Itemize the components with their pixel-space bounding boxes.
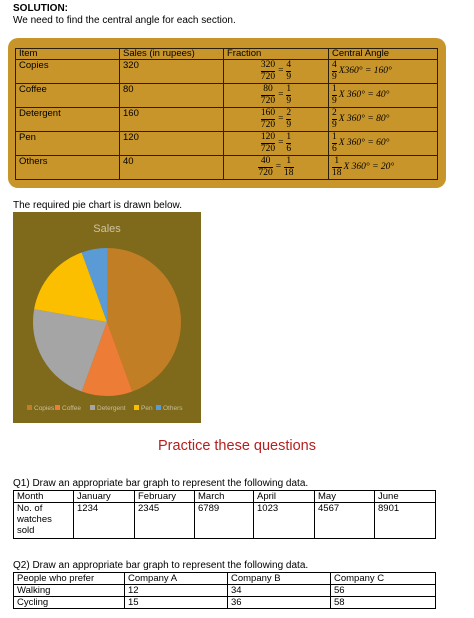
fraction-denominator: 720 — [260, 120, 276, 130]
simplified-numerator: 1 — [286, 156, 292, 166]
fraction-numerator: 320 — [260, 60, 276, 70]
sales-cell: 80 — [120, 84, 224, 108]
fraction-numerator: 160 — [260, 108, 276, 118]
equals-sign: = — [278, 90, 284, 100]
angle-cell — [329, 84, 438, 108]
legend-swatch — [90, 405, 95, 410]
angle-cell — [329, 132, 438, 156]
table-cell: Month — [14, 491, 74, 503]
table-cell: Company C — [331, 573, 436, 585]
simplified-denominator: 9 — [286, 96, 292, 106]
fraction-numerator: 40 — [260, 156, 271, 166]
q2-row — [14, 597, 436, 609]
fraction-table-row — [16, 156, 438, 180]
fraction-numerator: 80 — [263, 84, 273, 94]
pie-chart-panel — [13, 212, 201, 423]
table-cell: 12 — [125, 585, 228, 597]
table-cell: April — [254, 491, 315, 503]
header-cell: Sales (in rupees) — [120, 49, 224, 60]
angle-numerator: 1 — [332, 132, 337, 142]
angle-denominator: 9 — [332, 72, 337, 82]
fraction-denominator: 720 — [260, 96, 276, 106]
angle-denominator: 9 — [332, 96, 337, 106]
angle-numerator: 2 — [332, 108, 337, 118]
fraction-table — [15, 48, 438, 180]
angle-denominator: 6 — [332, 144, 337, 154]
angle-expression: X360° = 160° — [338, 66, 392, 76]
simplified-denominator: 6 — [286, 144, 292, 154]
simplified-denominator: 18 — [284, 168, 294, 178]
fraction-cell — [224, 84, 329, 108]
angle-expression: X 360° = 60° — [338, 138, 390, 148]
table-cell: Company A — [125, 573, 228, 585]
equals-sign: = — [278, 138, 284, 148]
legend-label: Copies — [34, 405, 55, 412]
header-cell: Central Angle — [329, 49, 438, 60]
table-cell: January — [74, 491, 135, 503]
table-cell: 8901 — [375, 503, 436, 539]
angle-expression: X 360° = 20° — [343, 162, 395, 172]
angle-numerator: 1 — [332, 84, 337, 94]
sales-cell: 320 — [120, 60, 224, 84]
item-cell: Coffee — [16, 84, 120, 108]
item-cell: Pen — [16, 132, 120, 156]
legend-label: Others — [163, 405, 183, 412]
fraction-cell — [224, 60, 329, 84]
fraction-table-header — [16, 49, 438, 60]
angle-denominator: 18 — [332, 168, 342, 178]
table-cell: 36 — [228, 597, 331, 609]
fraction-denominator: 720 — [260, 144, 276, 154]
pie-chart — [13, 212, 201, 423]
fraction-denominator: 720 — [258, 168, 273, 178]
fraction-table-row — [16, 84, 438, 108]
simplified-numerator: 1 — [286, 84, 292, 94]
table-cell: February — [135, 491, 195, 503]
table-cell: 2345 — [135, 503, 195, 539]
angle-expression: X 360° = 80° — [338, 114, 390, 124]
table-cell: 1023 — [254, 503, 315, 539]
item-cell: Detergent — [16, 108, 120, 132]
item-cell: Others — [16, 156, 120, 180]
angle-numerator: 4 — [332, 60, 337, 70]
legend-label: Pen — [141, 405, 153, 412]
q1-table — [13, 490, 436, 539]
table-cell: June — [375, 491, 436, 503]
q2-table — [13, 572, 436, 609]
angle-expression: X 360° = 40° — [338, 90, 390, 100]
q2-header-row — [14, 573, 436, 585]
solution-intro: We need to find the central angle for each section. — [13, 15, 236, 26]
simplified-numerator: 2 — [286, 108, 292, 118]
solution-heading: SOLUTION: — [13, 3, 68, 14]
table-cell: Company B — [228, 573, 331, 585]
legend-swatch — [27, 405, 32, 410]
angle-numerator: 1 — [334, 156, 340, 166]
fraction-cell — [224, 132, 329, 156]
legend-label: Detergent — [97, 405, 126, 412]
angle-cell — [329, 156, 438, 180]
equals-sign: = — [278, 114, 284, 124]
header-cell: Fraction — [224, 49, 329, 60]
q2-prompt: Q2) Draw an appropriate bar graph to represent the following data. — [13, 560, 309, 571]
table-cell: 6789 — [195, 503, 254, 539]
fraction-cell — [224, 156, 329, 180]
q1-value-row — [14, 503, 436, 539]
fraction-table-row — [16, 60, 438, 84]
table-cell: No. of watches sold — [14, 503, 74, 539]
table-cell: Cycling — [14, 597, 125, 609]
q2-row — [14, 585, 436, 597]
table-cell: 4567 — [315, 503, 375, 539]
angle-denominator: 9 — [332, 120, 337, 130]
table-cell: People who prefer — [14, 573, 125, 585]
simplified-numerator: 4 — [286, 60, 292, 70]
sales-cell: 120 — [120, 132, 224, 156]
header-cell: Item — [16, 49, 120, 60]
simplified-numerator: 1 — [286, 132, 292, 142]
table-cell: 15 — [125, 597, 228, 609]
practice-heading: Practice these questions — [158, 438, 316, 454]
pie-caption: The required pie chart is drawn below. — [13, 200, 182, 211]
sales-cell: 40 — [120, 156, 224, 180]
fraction-numerator: 120 — [260, 132, 276, 142]
angle-cell — [329, 60, 438, 84]
fraction-cell — [224, 108, 329, 132]
chart-title: Sales — [93, 223, 121, 235]
equals-sign: = — [278, 66, 284, 76]
table-cell: 56 — [331, 585, 436, 597]
equals-sign: = — [275, 162, 282, 172]
simplified-denominator: 9 — [286, 120, 292, 130]
fraction-table-row — [16, 108, 438, 132]
table-cell: March — [195, 491, 254, 503]
legend-label: Coffee — [62, 405, 82, 412]
q1-header-row — [14, 491, 436, 503]
angle-cell — [329, 108, 438, 132]
sales-cell: 160 — [120, 108, 224, 132]
legend-swatch — [55, 405, 60, 410]
table-cell: Walking — [14, 585, 125, 597]
table-cell: 34 — [228, 585, 331, 597]
fraction-denominator: 720 — [260, 72, 276, 82]
item-cell: Copies — [16, 60, 120, 84]
table-cell: May — [315, 491, 375, 503]
table-cell: 58 — [331, 597, 436, 609]
simplified-denominator: 9 — [286, 72, 292, 82]
legend-swatch — [156, 405, 161, 410]
table-cell: 1234 — [74, 503, 135, 539]
legend-swatch — [134, 405, 139, 410]
fraction-table-row — [16, 132, 438, 156]
q1-prompt: Q1) Draw an appropriate bar graph to represent the following data. — [13, 478, 309, 489]
